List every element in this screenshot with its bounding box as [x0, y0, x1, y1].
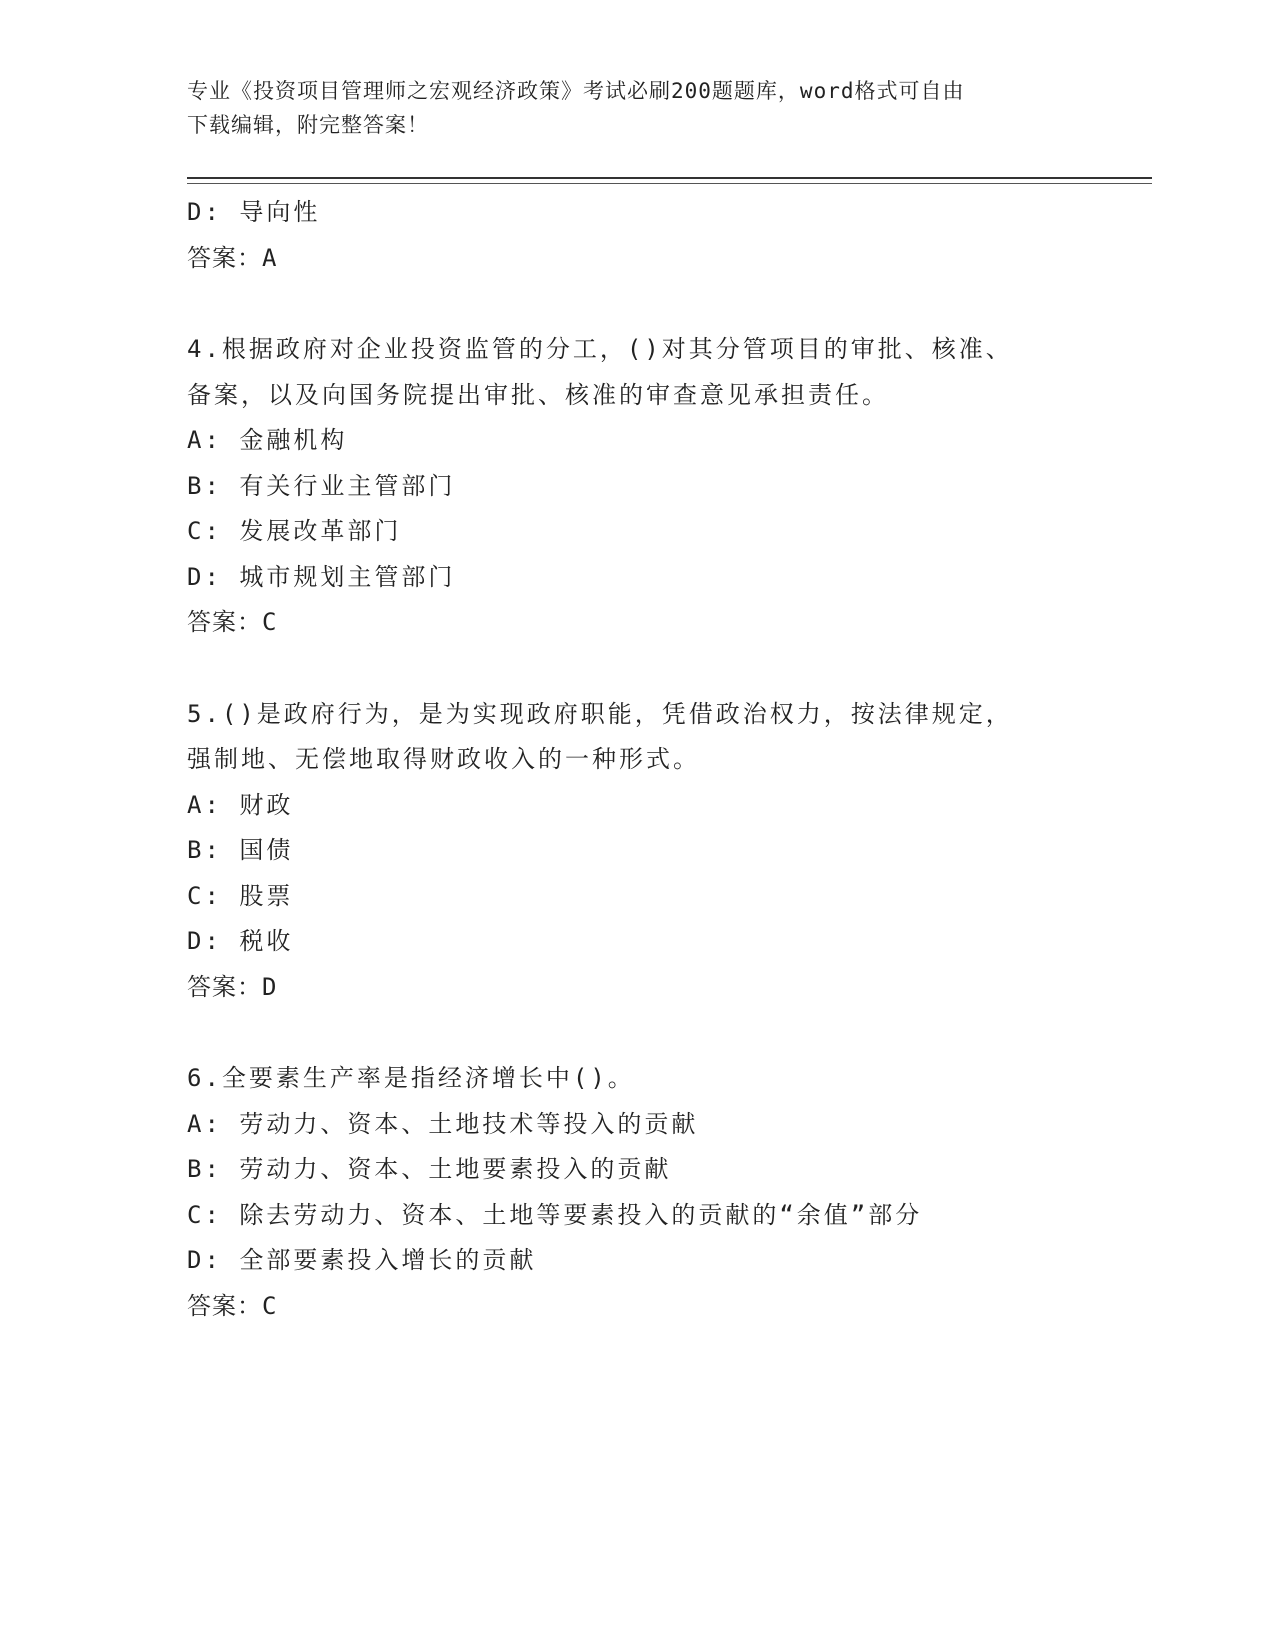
option-d: D: 全部要素投入增长的贡献: [187, 1246, 537, 1274]
answer: [187, 1284, 1087, 1330]
question-3-tail: [187, 190, 1087, 281]
answer: [187, 965, 1087, 1011]
answer-value: C: [262, 1291, 280, 1320]
option-d: D: 城市规划主管部门: [187, 562, 456, 591]
spacer: [187, 1010, 1087, 1056]
option-b: B: 有关行业主管部门: [187, 471, 456, 500]
question-stem: 4.根据政府对企业投资监管的分工，()对其分管项目的审批、核准、: [187, 335, 1013, 363]
option-b: B: 劳动力、资本、土地要素投入的贡献: [187, 1155, 672, 1183]
spacer: [187, 281, 1087, 327]
option-d: D: 税收: [187, 927, 294, 955]
answer-label: 答案：: [187, 243, 262, 272]
answer-label: 答案：: [187, 608, 262, 636]
option-c: C: 发展改革部门: [187, 517, 402, 545]
answer: [187, 236, 1087, 282]
answer-value: C: [262, 608, 280, 636]
question-list: [187, 190, 1087, 1329]
option-c: C: 除去劳动力、资本、土地等要素投入的贡献的“余值”部分: [187, 1200, 923, 1229]
header-divider-thin: [187, 183, 1152, 184]
question-stem: 5.()是政府行为，是为实现政府职能，凭借政治权力，按法律规定，: [187, 699, 1013, 728]
header-divider-thick: [187, 177, 1152, 179]
header-line-2: 下载编辑，附完整答案！: [187, 113, 429, 137]
answer-label: 答案：: [187, 1291, 262, 1320]
question-stem-cont: 强制地、无偿地取得财政收入的一种形式。: [187, 745, 700, 773]
option-c: C: 股票: [187, 881, 294, 910]
option-b: B: 国债: [187, 836, 294, 864]
question-6: [187, 1056, 1087, 1329]
option-a: A: 金融机构: [187, 426, 348, 454]
question-5: [187, 692, 1087, 1011]
spacer: [187, 646, 1087, 692]
answer-value: D: [262, 972, 280, 1001]
answer-value: A: [262, 243, 280, 272]
question-stem: 6.全要素生产率是指经济增长中()。: [187, 1064, 635, 1092]
option-a: A: 财政: [187, 790, 294, 819]
option-a: A: 劳动力、资本、土地技术等投入的贡献: [187, 1109, 699, 1138]
answer-label: 答案：: [187, 972, 262, 1001]
answer: [187, 600, 1087, 646]
header-line-1: 专业《投资项目管理师之宏观经济政策》考试必刷200题题库，word格式可自由: [187, 79, 965, 103]
question-stem-cont: 备案，以及向国务院提出审批、核准的审查意见承担责任。: [187, 380, 889, 409]
question-4: [187, 327, 1087, 646]
option-d: D: 导向性: [187, 198, 321, 226]
document-header: [187, 74, 1067, 142]
